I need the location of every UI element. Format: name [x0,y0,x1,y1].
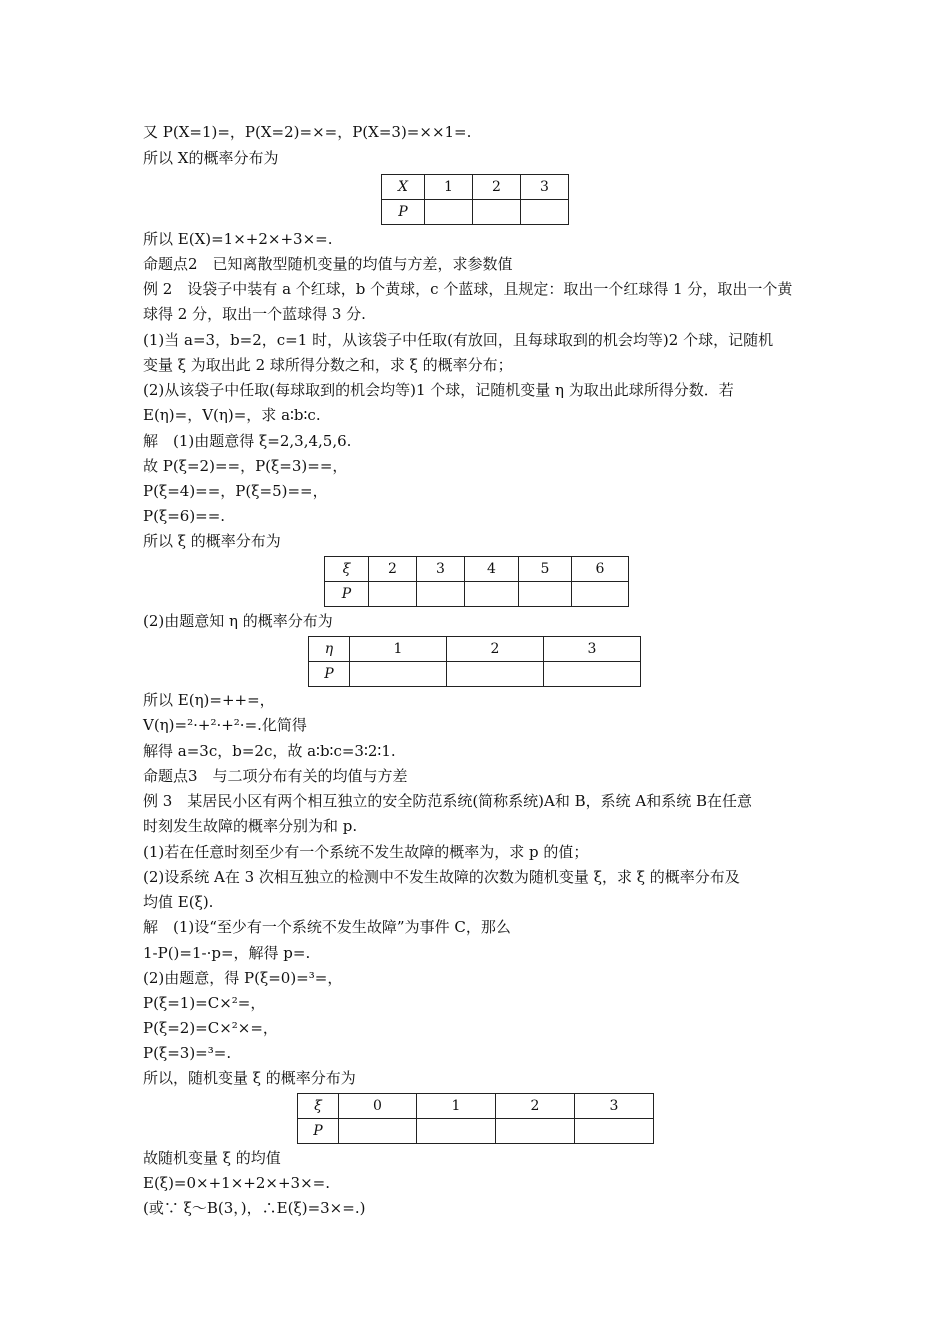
text-line: (2)从该袋子中任取(每球取到的机会均等)1 个球，记随机变量 η 为取出此球所得分数．若 [143,381,734,399]
table-header-cell: ξ [298,1094,339,1119]
table-value-cell: 3 [575,1094,654,1119]
table-p-cell: P [298,1119,339,1144]
table-empty-cell [575,1119,654,1144]
text-line: E(ξ)=0×+1×+2×+3×=. [143,1174,330,1192]
table-empty-cell [417,582,465,607]
table-empty-cell [473,200,521,225]
text-line: V(η)=²·+²·+²·=.化简得 [143,716,307,734]
text-line: P(ξ=2)=C×²×=， [143,1019,278,1037]
table-empty-cell [521,200,569,225]
table-p-cell: P [325,582,369,607]
table-empty-cell [425,200,473,225]
table-empty-cell [447,662,544,687]
text-line: (或∵ ξ～B(3，)，∴E(ξ)=3×=.) [143,1199,366,1217]
text-line: 变量 ξ 为取出此 2 球所得分数之和，求 ξ 的概率分布； [143,356,513,374]
table-value-cell: 1 [425,175,473,200]
section-heading: 命题点3 与二项分布有关的均值与方差 [143,767,408,785]
table-header-cell: η [309,637,350,662]
table-value-cell: 2 [369,557,417,582]
table-empty-cell [369,582,417,607]
text-line: 所以 E(X)=1×+2×+3×=. [143,230,333,248]
text-line: 故 P(ξ=2)==，P(ξ=3)==， [143,457,348,475]
table-value-cell: 2 [496,1094,575,1119]
table-value-cell: 3 [521,175,569,200]
distribution-table-xi-1 [324,556,629,607]
table-empty-cell [572,582,629,607]
text-line: (2)由题意，得 P(ξ=0)=³=， [143,969,343,987]
table-value-cell: 0 [339,1094,417,1119]
text-line: (2)设系统 A在 3 次相互独立的检测中不发生故障的次数为随机变量 ξ，求 ξ 的概率分布及 [143,868,740,886]
distribution-table-x [381,174,569,225]
text-line: 1-P()=1-·p=，解得 p=. [143,944,311,962]
text-line: 所以 X的概率分布为 [143,149,279,167]
table-empty-cell [350,662,447,687]
text-line: P(ξ=4)==，P(ξ=5)==， [143,482,328,500]
table-value-cell: 1 [350,637,447,662]
text-line: 例 2 设袋子中装有 a 个红球，b 个黄球，c 个蓝球，且规定：取出一个红球得 1 分，取出一个黄 [143,280,793,298]
text-line: P(ξ=6)==. [143,507,226,525]
text-line: 均值 E(ξ). [143,893,214,911]
text-line: 例 3 某居民小区有两个相互独立的安全防范系统(简称系统)A和 B，系统 A和系统 B在任意 [143,792,753,810]
table-empty-cell [339,1119,417,1144]
table-value-cell: 2 [447,637,544,662]
text-line: 解得 a=3c，b=2c，故 a∶b∶c=3∶2∶1. [143,742,396,760]
table-empty-cell [465,582,519,607]
table-value-cell: 6 [572,557,629,582]
table-value-cell: 3 [417,557,465,582]
table-p-cell: P [382,200,425,225]
text-line: 所以 E(η)=++=， [143,691,275,709]
table-empty-cell [496,1119,575,1144]
distribution-table-xi-2 [297,1093,654,1144]
text-line: P(ξ=3)=³=. [143,1044,232,1062]
text-line: (1)若在任意时刻至少有一个系统不发生故障的概率为，求 p 的值； [143,843,589,861]
text-line: (2)由题意知 η 的概率分布为 [143,612,333,630]
text-line: 又 P(X=1)=，P(X=2)=×=，P(X=3)=××1=. [143,123,472,141]
table-header-cell: X [382,175,425,200]
table-empty-cell [544,662,641,687]
text-line: 所以，随机变量 ξ 的概率分布为 [143,1069,356,1087]
text-line: E(η)=，V(η)=，求 a∶b∶c. [143,406,321,424]
table-p-cell: P [309,662,350,687]
table-value-cell: 5 [519,557,572,582]
text-line: (1)当 a=3，b=2，c=1 时，从该袋子中任取(有放回，且每球取到的机会均等)2 个球，记随机 [143,331,774,349]
table-value-cell: 3 [544,637,641,662]
table-value-cell: 2 [473,175,521,200]
text-line: 所以 ξ 的概率分布为 [143,532,281,550]
text-line: 解 (1)由题意得 ξ=2,3,4,5,6. [143,432,352,450]
text-line: 时刻发生故障的概率分别为和 p. [143,817,358,835]
table-empty-cell [519,582,572,607]
table-value-cell: 4 [465,557,519,582]
distribution-table-eta [308,636,641,687]
table-value-cell: 1 [417,1094,496,1119]
text-line: 解 (1)设“至少有一个系统不发生故障”为事件 C，那么 [143,918,511,936]
text-line: 故随机变量 ξ 的均值 [143,1149,281,1167]
table-empty-cell [417,1119,496,1144]
text-line: 球得 2 分，取出一个蓝球得 3 分. [143,305,366,323]
section-heading: 命题点2 已知离散型随机变量的均值与方差，求参数值 [143,255,513,273]
table-header-cell: ξ [325,557,369,582]
text-line: P(ξ=1)=C×²=， [143,994,266,1012]
